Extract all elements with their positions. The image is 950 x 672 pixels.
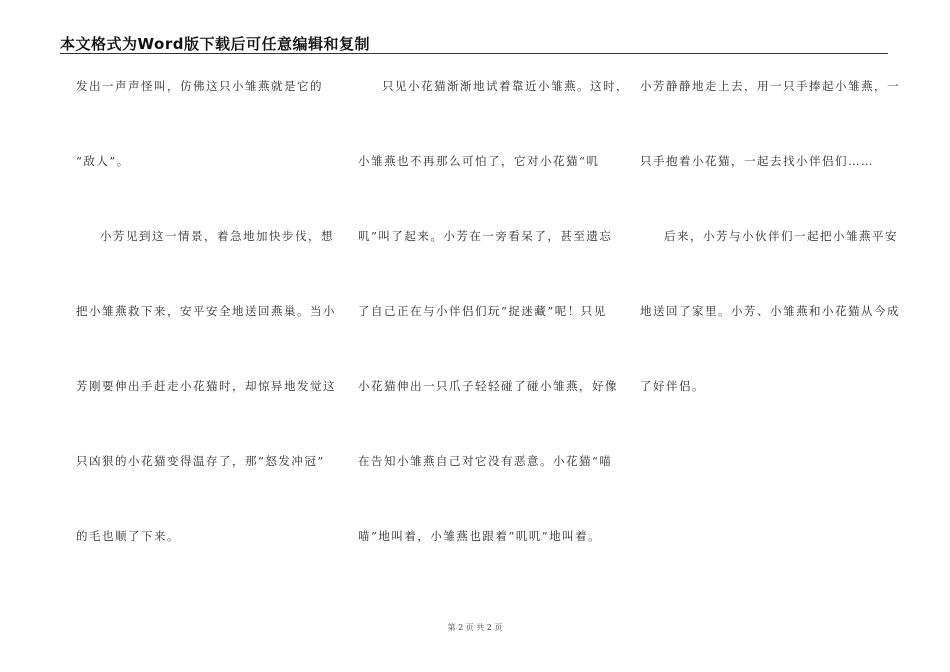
paragraph-line: 只凶狠的小花猫变得温存了，那“怒发冲冠” bbox=[76, 454, 325, 468]
paragraph-line: 的毛也顺了下来。 bbox=[76, 529, 180, 543]
paragraph-line: 了好伴侣。 bbox=[640, 379, 705, 393]
paragraph-line: 小花猫伸出一只爪子轻轻碰了碰小雏燕，好像 bbox=[358, 379, 618, 393]
paragraph-line: 后来，小芳与小伙伴们一起把小雏燕平安 bbox=[664, 229, 898, 243]
paragraph-line: 地送回了家里。小芳、小雏燕和小花猫从今成 bbox=[640, 304, 900, 318]
paragraph-line: 在告知小雏燕自己对它没有恶意。小花猫“喵 bbox=[358, 454, 613, 468]
paragraph-line: 叽”叫了起来。小芳在一旁看呆了，甚至遗忘 bbox=[358, 229, 613, 243]
paragraph-line: 芳刚要伸出手赶走小花猫时，却惊异地发觉这 bbox=[76, 379, 336, 393]
paragraph-line: 发出一声声怪叫，仿佛这只小雏燕就是它的 bbox=[76, 79, 323, 93]
paragraph-line: 只见小花猫渐渐地试着靠近小雏燕。这时， bbox=[382, 79, 629, 93]
header-divider bbox=[60, 53, 888, 54]
paragraph-line: 了自己正在与小伴侣们玩“捉迷藏”呢！只见 bbox=[358, 304, 607, 318]
paragraph-line: 小雏燕也不再那么可怕了，它对小花猫“叽 bbox=[358, 154, 600, 168]
paragraph-line: 只手抱着小花猫，一起去找小伴侣们…… bbox=[640, 154, 874, 168]
paragraph-line: 小芳见到这一情景，着急地加快步伐，想 bbox=[100, 229, 334, 243]
paragraph-line: 小芳静静地走上去，用一只手捧起小雏燕，一 bbox=[640, 79, 900, 93]
page-number-footer: 第 2 页 共 2 页 bbox=[447, 623, 503, 632]
paragraph-line: 把小雏燕救下来，安平安全地送回燕巢。当小 bbox=[76, 304, 336, 318]
paragraph-line: 喵”地叫着，小雏燕也跟着“叽叽”地叫着。 bbox=[358, 529, 602, 543]
paragraph-line: “敌人”。 bbox=[76, 154, 130, 168]
document-header-title: 本文格式为Word版下载后可任意编辑和复制 bbox=[60, 35, 370, 53]
